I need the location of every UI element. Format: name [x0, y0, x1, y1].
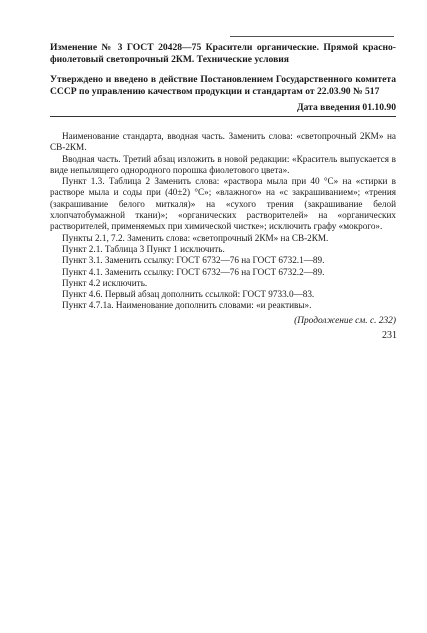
- paragraph: Пункт 4.7.1а. Наименование дополнить словами: «и реактивы».: [62, 300, 312, 311]
- amendment-heading: Изменение № 3 ГОСТ 20428—75 Красители органические. Прямой красно-фиолетовый светопрочный 2КМ. Технические условия: [50, 42, 396, 65]
- approval-heading: Утверждено и введено в действие Постановлением Государственного комитета СССР по управлению качеством продукции и стандартам от 22.03.90 № 517: [50, 74, 396, 97]
- document-page: [50, 42, 396, 326]
- paragraph: Пункты 2.1, 7.2. Заменить слова: «светопрочный 2КМ» на СВ-2КМ.: [62, 232, 329, 243]
- paragraph: Пункт 4.1. Заменить ссылку: ГОСТ 6732—76 на ГОСТ 6732.2—89.: [62, 266, 325, 277]
- paragraph: Пункт 3.1. Заменить ссылку: ГОСТ 6732—76 на ГОСТ 6732.1—89.: [62, 255, 325, 266]
- page-number: 231: [382, 330, 397, 341]
- continued-note: (Продолжение см. с. 232): [294, 315, 396, 326]
- effective-date: Дата введения 01.10.90: [50, 102, 396, 117]
- document-body: [50, 131, 396, 312]
- paragraph: Пункт 4.6. Первый абзац дополнить ссылкой: ГОСТ 9733.0—83.: [62, 289, 315, 300]
- paragraph: Пункт 2.1. Таблица 3 Пункт 1 исключить.: [62, 243, 225, 254]
- paragraph: Пункт 4.2 исключить.: [62, 277, 148, 288]
- paragraph: Вводная часть. Третий абзац изложить в новой редакции: «Краситель выпускается в виде непылящего однородного порошка фиолетового цвета».: [50, 153, 396, 175]
- top-rule: [230, 36, 394, 37]
- paragraph: Пункт 1.3. Таблица 2 Заменить слова: «раствора мыла при 40 °С» на «стирки в растворе мыла и соды при (40±2) °С»; «влажного» на «с закрашиванием»; «трения (закрашивание белого миткаля)» на «сухого трения (закрашивание белой хлопчатобумажной ткани)»; «органических растворителей» на «органических растворителей, применяемых при химической чистке»; исключить графу «мокрого».: [50, 176, 396, 232]
- paragraph: Наименование стандарта, вводная часть. Заменить слова: «светопрочный 2КМ» на СВ-2КМ.: [50, 131, 396, 153]
